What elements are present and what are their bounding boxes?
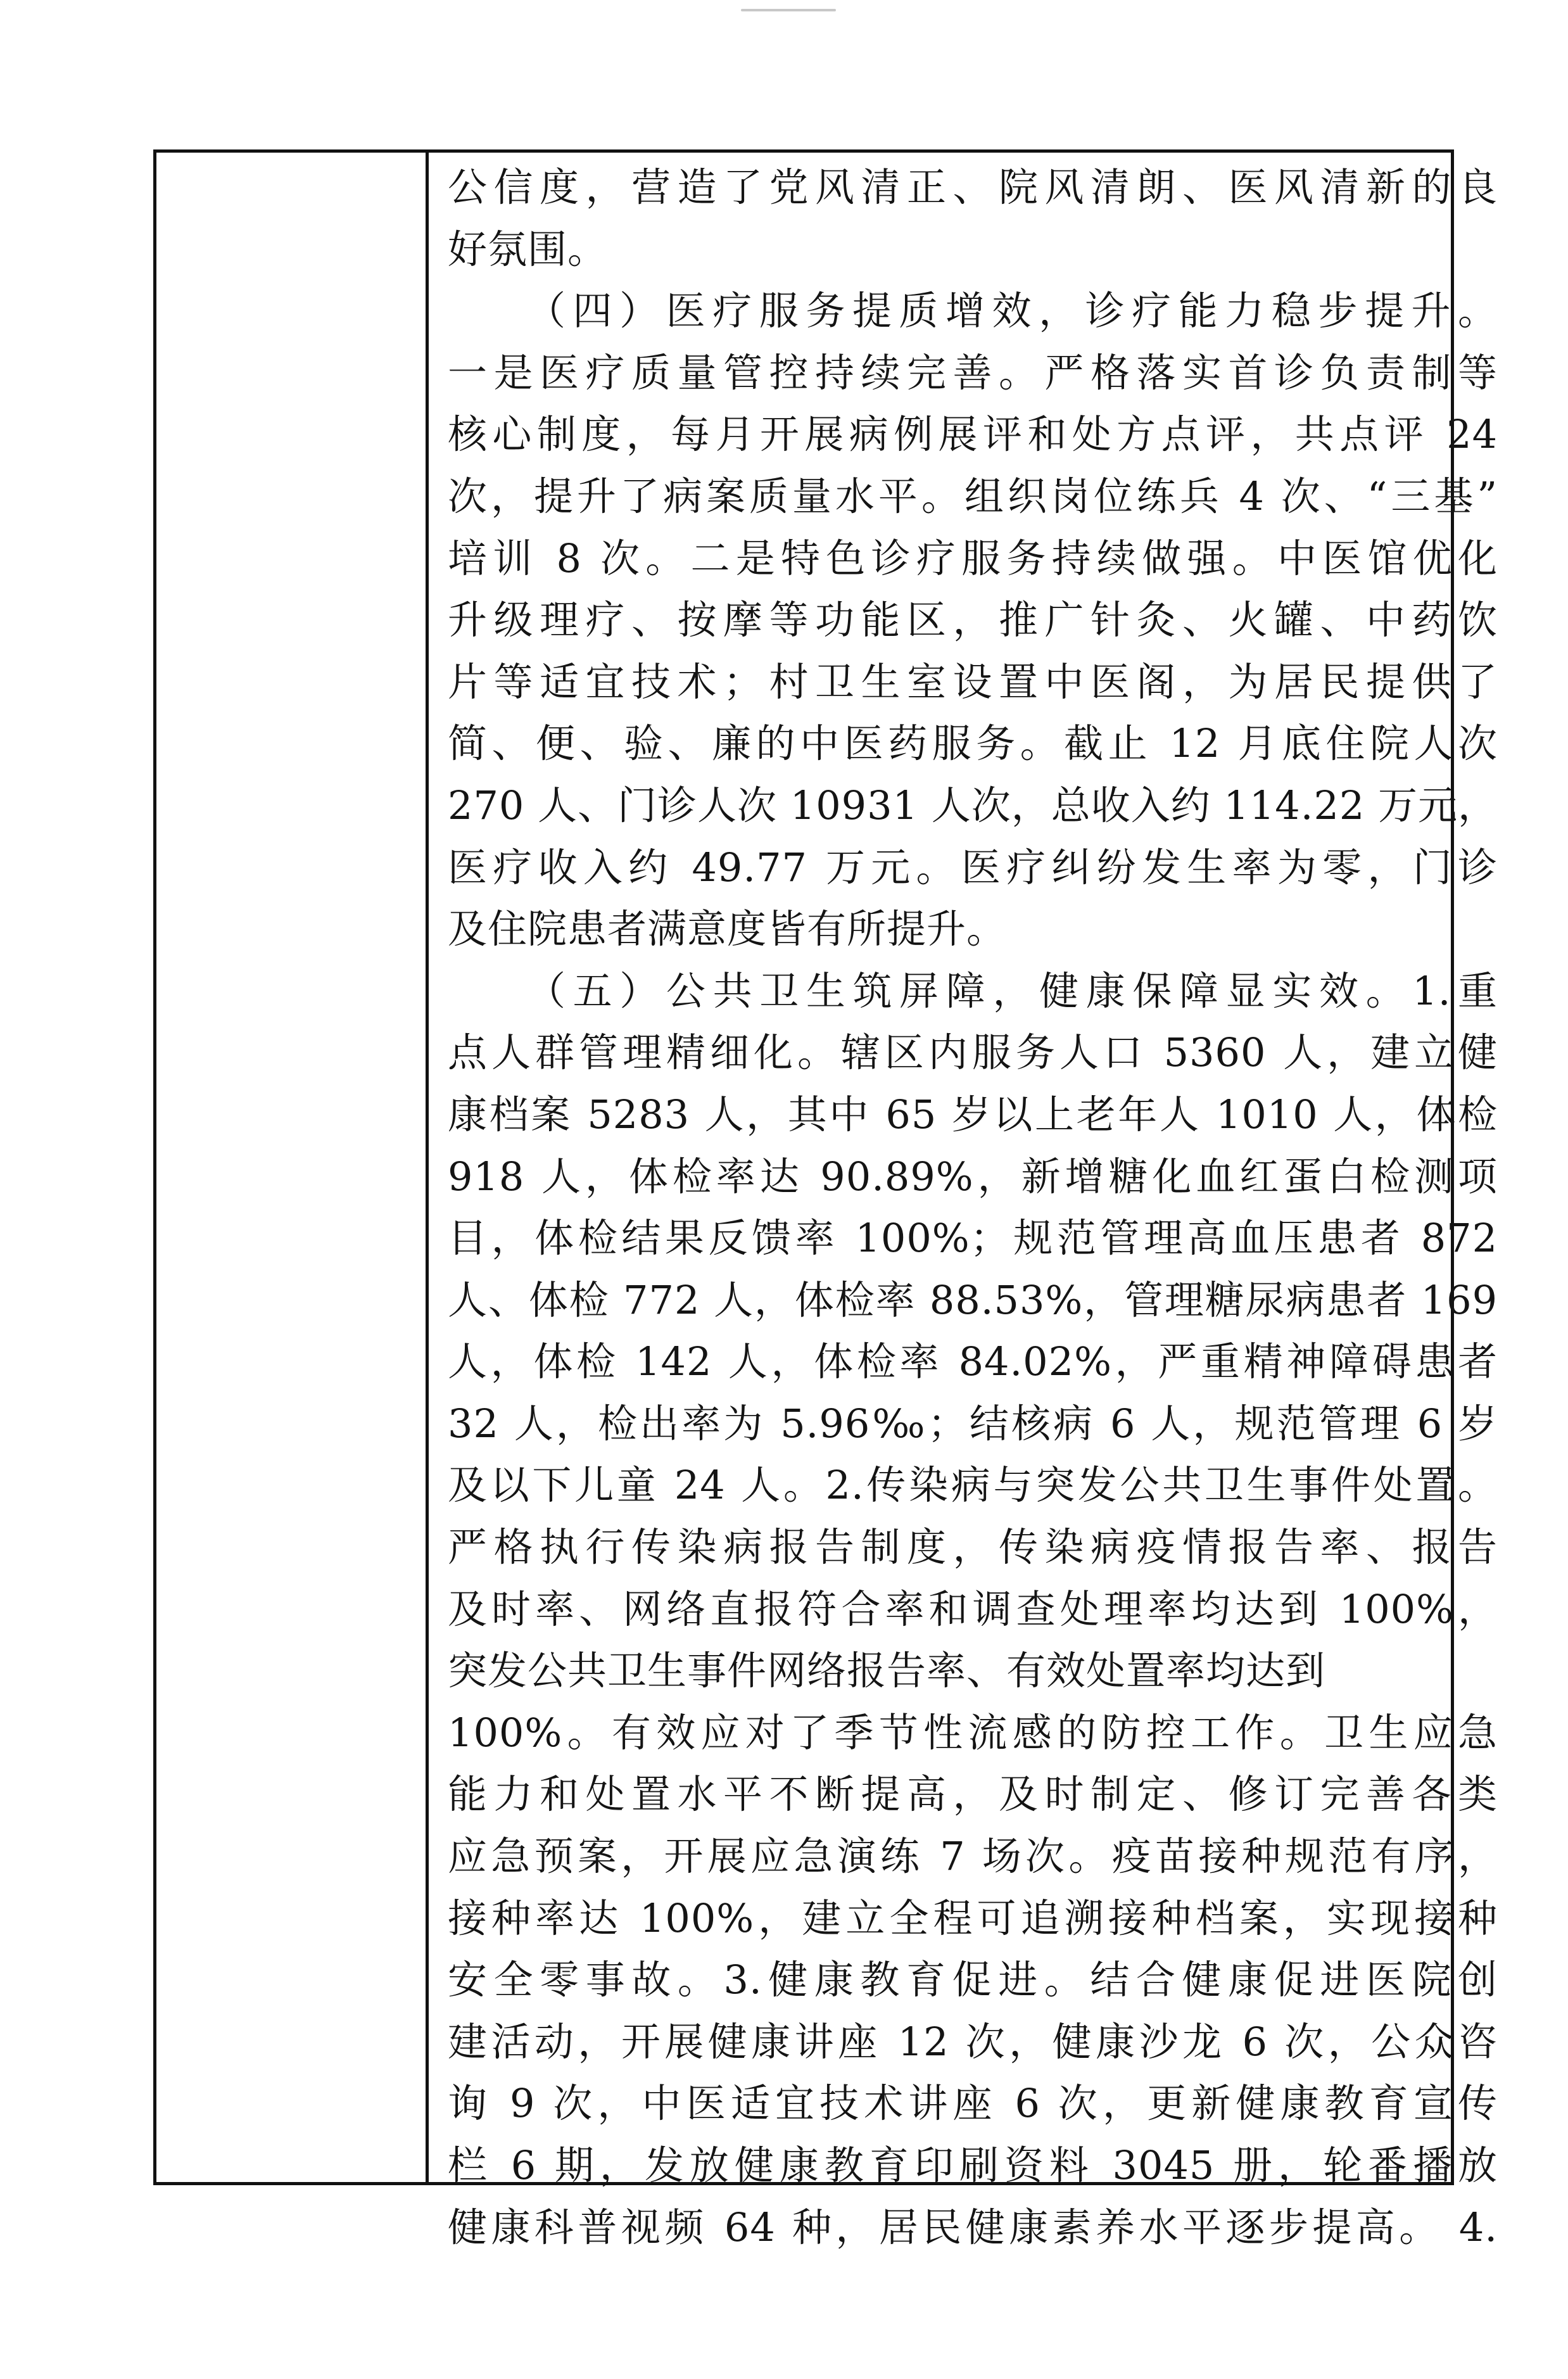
text-line: 健康科普视频 64 种，居民健康素养水平逐步提高。 4. [448,2204,1498,2250]
text-line: 人、体检 772 人，体检率 88.53%，管理糖尿病患者 169 [448,1276,1498,1323]
text-line: 建活动，开展健康讲座 12 次，健康沙龙 6 次，公众咨 [448,2018,1498,2065]
text-line: 核心制度，每月开展病例展评和处方点评，共点评 24 [448,411,1498,458]
text-line: 突发公共卫生事件网络报告率、有效处置率均达到 [448,1647,1326,1694]
text-line: 公信度，营造了党风清正、院风清朗、医风清新的良 [448,164,1498,210]
text-line: 目，体检结果反馈率 100%；规范管理高血压患者 872 [448,1215,1498,1262]
text-line: 培训 8 次。二是特色诊疗服务持续做强。中医馆优化 [448,535,1498,581]
text-line: 能力和处置水平不断提高，及时制定、修订完善各类 [448,1771,1498,1818]
text-line: 一是医疗质量管控持续完善。严格落实首诊负责制等 [448,349,1498,396]
text-line: 及时率、网络直报符合率和调查处理率均达到 100%， [448,1585,1498,1632]
text-line: 升级理疗、按摩等功能区，推广针灸、火罐、中药饮 [448,597,1498,644]
text-line: 32 人，检出率为 5.96‰；结核病 6 人，规范管理 6 岁 [448,1400,1498,1447]
text-line: 片等适宜技术；村卫生室设置中医阁，为居民提供了 [448,658,1498,705]
table-content-cell [429,153,1514,2250]
section-heading-5: （五）公共卫生筑屏障，健康保障显实效。1.重 [526,967,1498,1014]
text-line: 简、便、验、廉的中医药服务。截止 12 月底住院人次 [448,720,1498,767]
text-line: 安全零事故。3.健康教育促进。结合健康促进医院创 [448,1957,1498,2003]
text-line: 点人群管理精细化。辖区内服务人口 5360 人，建立健 [448,1029,1498,1076]
text-line: 918 人，体检率达 90.89%，新增糖化血红蛋白检测项 [448,1153,1498,1200]
text-line: 人，体检 142 人，体检率 84.02%，严重精神障碍患者 [448,1338,1498,1385]
text-line: 医疗收入约 49.77 万元。医疗纠纷发生率为零，门诊 [448,844,1498,891]
text-line: 询 9 次，中医适宜技术讲座 6 次，更新健康教育宣传 [448,2080,1498,2127]
document-table [153,149,1498,2250]
text-line: 严格执行传染病报告制度，传染病疫情报告率、报告 [448,1524,1498,1571]
text-line: 100%。有效应对了季节性流感的防控工作。卫生应急 [448,1709,1498,1756]
text-line: 康档案 5283 人，其中 65 岁以上老年人 1010 人，体检 [448,1091,1498,1138]
text-line: 次，提升了病案质量水平。组织岗位练兵 4 次、“三基” [448,473,1498,519]
text-line: 接种率达 100%，建立全程可追溯接种档案，实现接种 [448,1894,1498,1941]
text-line: 应急预案，开展应急演练 7 场次。疫苗接种规范有序， [448,1833,1498,1880]
table-left-cell [156,153,429,2182]
text-line: 及住院患者满意度皆有所提升。 [448,906,1007,953]
text-line: 270 人、门诊人次 10931 人次，总收入约 114.22 万元， [448,782,1498,828]
scan-artifact-mark [741,9,836,11]
text-line: 及以下儿童 24 人。2.传染病与突发公共卫生事件处置。 [448,1462,1498,1509]
text-line: 栏 6 期，发放健康教育印刷资料 3045 册，轮番播放 [448,2142,1498,2188]
text-line: 好氛围。 [448,225,608,272]
section-heading-4: （四）医疗服务提质增效，诊疗能力稳步提升。 [526,288,1498,334]
